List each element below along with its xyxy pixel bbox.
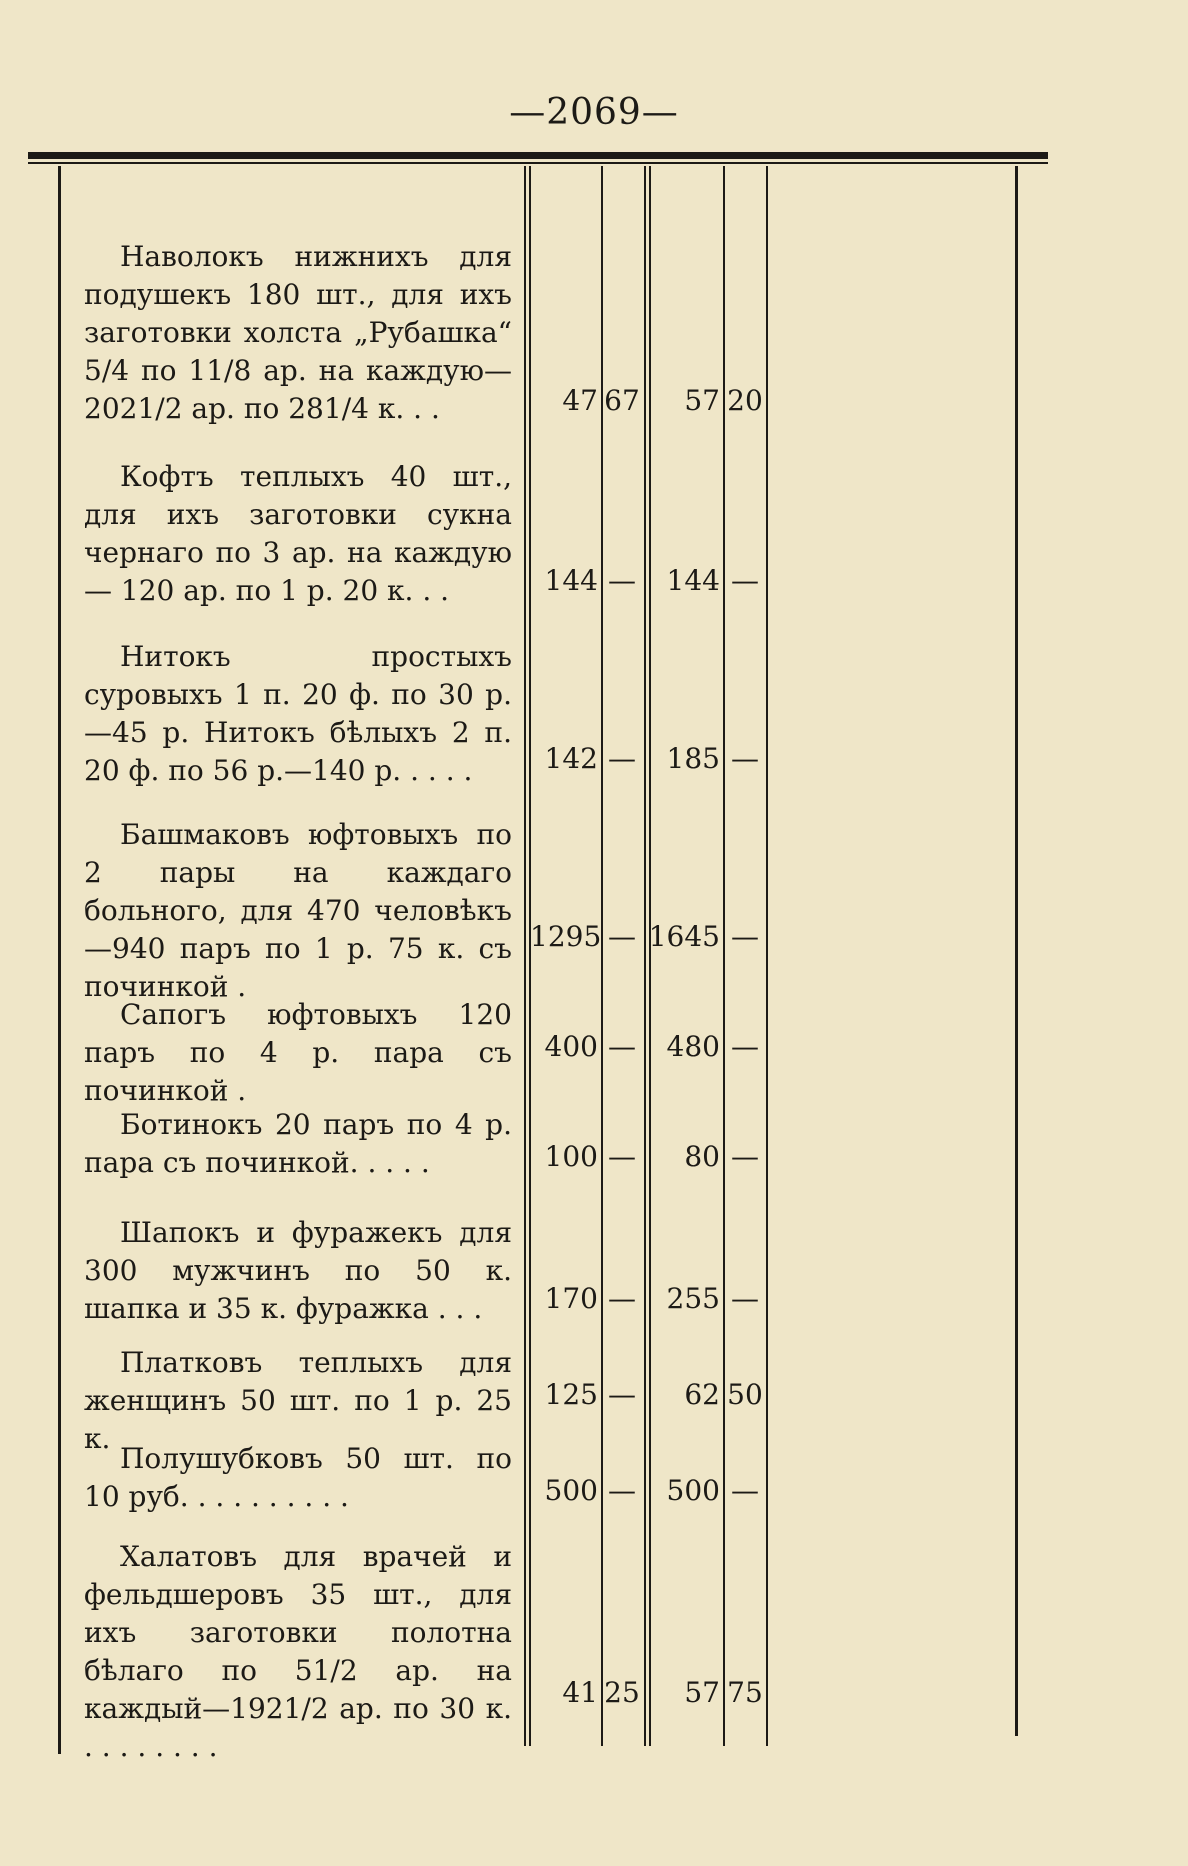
column-line [766,166,768,1746]
amount-c2: — [608,1282,636,1315]
amount-c3: 144 [666,564,720,597]
amount-c3: 500 [666,1474,720,1507]
amount-c3: 185 [666,742,720,775]
ledger-entry [84,816,512,1006]
amount-c1: 47 [562,384,598,417]
amount-c2: 25 [604,1676,640,1709]
amount-c1: 500 [544,1474,598,1507]
amount-c4: — [731,564,759,597]
amount-c4: — [731,1282,759,1315]
entry-text: Кофтъ теплыхъ 40 шт., для ихъ заготовки сукна чернаго по 3 ар. на каждую— 120 ар. по 1 р. 20 к. . . [84,460,512,607]
amount-c3: 80 [684,1140,720,1173]
amount-c4: — [731,1030,759,1063]
entry-text: Наволокъ нижнихъ для подушекъ 180 шт., для ихъ заготовки холста „Рубашка“ 5/4 по 11/8 ар. на каждую— 2021/2 ар. по 281/4 к. . . [84,240,512,425]
amount-c1: 41 [562,1676,598,1709]
amount-c2: — [608,1140,636,1173]
amount-c4: — [731,1140,759,1173]
page-number: —2069— [509,92,679,133]
column-line-right [1015,166,1018,1736]
entry-text: Платковъ теплыхъ для женщинъ 50 шт. по 1 р. 25 к. [84,1346,512,1455]
entry-text: Полушубковъ 50 шт. по 10 руб. . . . . . . . . . [84,1442,512,1513]
entry-text: Башмаковъ юфтовыхъ по 2 пары на каждаго больного, для 470 человѣкъ—940 паръ по 1 р. 75 к. съ починкой . [84,818,512,1003]
amount-c3: 62 [684,1378,720,1411]
amount-c4: 50 [727,1378,763,1411]
ledger-entry [84,458,512,610]
ledger-entry [84,996,512,1110]
amount-c4: — [731,1474,759,1507]
entry-text: Шапокъ и фуражекъ для 300 мужчинъ по 50 к. шапка и 35 к. фуражка . . . [84,1216,512,1325]
amount-c1: 142 [544,742,598,775]
amount-c3: 57 [684,384,720,417]
amount-c2: 67 [604,384,640,417]
column-line-left [58,166,61,1754]
column-line [524,166,526,1746]
amount-c3: 1645 [648,920,720,953]
amount-c2: — [608,920,636,953]
amount-c4: — [731,920,759,953]
amount-c1: 1295 [530,920,602,953]
amount-c1: 144 [544,564,598,597]
ledger-entry [84,1440,512,1516]
amount-c1: 400 [544,1030,598,1063]
ledger-entry [84,1538,512,1766]
column-line [644,166,646,1746]
amount-c1: 100 [544,1140,598,1173]
ledger-entry [84,1214,512,1328]
entry-text: Ботинокъ 20 паръ по 4 р. пара съ починкой. . . . . [84,1108,512,1179]
ledger-entry [84,638,512,790]
amount-c3: 480 [666,1030,720,1063]
amount-c4: 20 [727,384,763,417]
amount-c2: — [608,742,636,775]
entry-text: Нитокъ простыхъ суровыхъ 1 п. 20 ф. по 30 р. —45 р. Нитокъ бѣлыхъ 2 п. 20 ф. по 56 р.—140 р. . . . . [84,640,512,787]
amount-c1: 125 [544,1378,598,1411]
amount-c2: — [608,1030,636,1063]
ledger-entry [84,238,512,428]
top-rule-thin [28,162,1048,164]
ledger-entry [84,1106,512,1182]
amount-c3: 57 [684,1676,720,1709]
amount-c2: — [608,1474,636,1507]
top-rule-thick [28,152,1048,159]
entry-text: Сапогъ юфтовыхъ 120 паръ по 4 р. пара съ починкой . [84,998,512,1107]
amount-c2: — [608,1378,636,1411]
amount-c1: 170 [544,1282,598,1315]
amount-c4: — [731,742,759,775]
amount-c3: 255 [666,1282,720,1315]
amount-c4: 75 [727,1676,763,1709]
amount-c2: — [608,564,636,597]
entry-text: Халатовъ для врачей и фельдшеровъ 35 шт., для ихъ заготовки полотна бѣлаго по 51/2 ар. на каждый—1921/2 ар. по 30 к. . . . . . . . . [84,1540,512,1763]
